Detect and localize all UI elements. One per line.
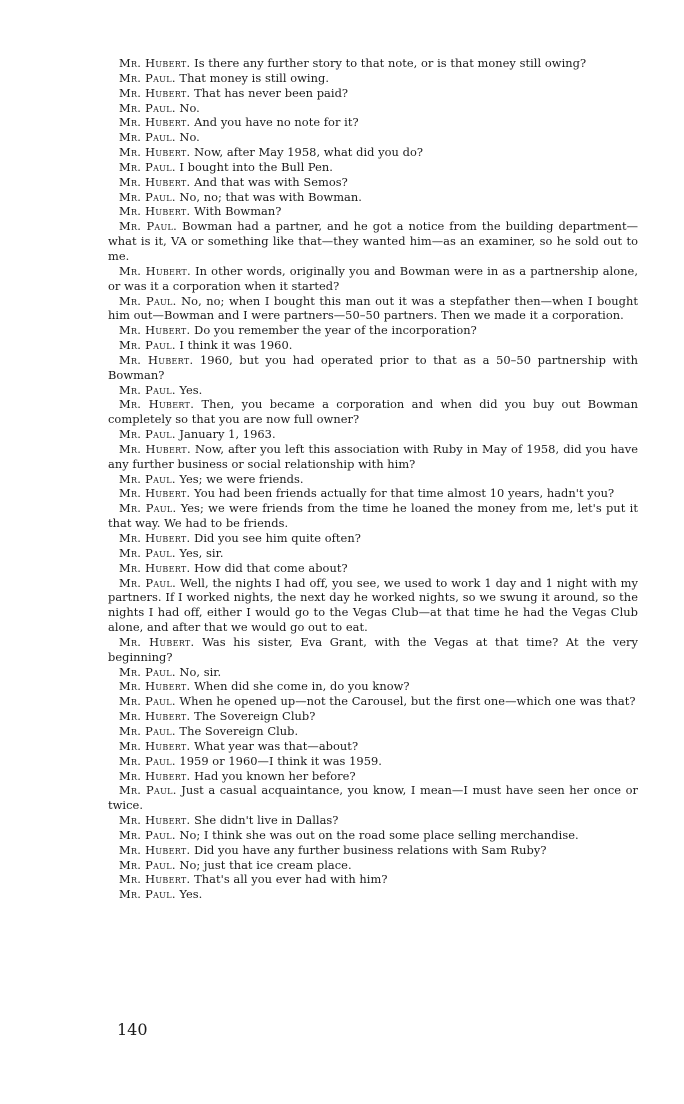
speaker-label: Mr. Hubert. <box>119 441 191 456</box>
testimony-text: Now, after May 1958, what did you do? <box>194 145 424 160</box>
speaker-label: Mr. Hubert. <box>119 560 191 575</box>
speaker-label: Mr. Hubert. <box>119 486 191 501</box>
testimony-paragraph <box>108 86 638 101</box>
testimony-paragraph <box>108 754 638 769</box>
testimony-paragraph <box>108 486 638 501</box>
speaker-label: Mr. Paul. <box>119 70 176 85</box>
page-number: 140 <box>117 1020 148 1039</box>
testimony-text: The Sovereign Club. <box>179 723 299 738</box>
speaker-label: Mr. Hubert. <box>119 115 191 130</box>
speaker-label: Mr. Hubert. <box>119 768 191 783</box>
testimony-paragraph <box>108 427 638 442</box>
testimony-text: No; just that ice cream place. <box>179 857 352 872</box>
testimony-text: You had been friends actually for that time almost 10 years, hadn't you? <box>194 486 615 501</box>
testimony-text: No. <box>179 130 200 145</box>
testimony-paragraph <box>108 694 638 709</box>
speaker-label: Mr. Paul. <box>119 338 176 353</box>
testimony-text: That's all you ever had with him? <box>194 872 388 887</box>
speaker-label: Mr. Hubert. <box>119 204 191 219</box>
speaker-label: Mr. Paul. <box>119 545 176 560</box>
speaker-label: Mr. Paul. <box>119 293 177 308</box>
speaker-label: Mr. Paul. <box>119 501 177 516</box>
speaker-label: Mr. Paul. <box>119 219 178 234</box>
testimony-paragraph <box>108 71 638 86</box>
speaker-label: Mr. Paul. <box>119 427 176 442</box>
testimony-text: Did you have any further business relations with Sam Ruby? <box>194 842 547 857</box>
testimony-text: January 1, 1963. <box>179 427 276 442</box>
testimony-paragraph <box>108 264 638 294</box>
testimony-text: Do you remember the year of the incorporation? <box>194 323 477 338</box>
testimony-paragraph <box>108 872 638 887</box>
speaker-label: Mr. Hubert. <box>119 174 191 189</box>
speaker-label: Mr. Hubert. <box>119 709 191 724</box>
testimony-text: When he opened up—not the Carousel, but the first one—which one was that? <box>179 694 636 709</box>
testimony-text: 1959 or 1960—I think it was 1959. <box>179 753 382 768</box>
speaker-label: Mr. Paul. <box>119 827 176 842</box>
testimony-text: The Sovereign Club? <box>194 709 316 724</box>
testimony-text: And that was with Semos? <box>194 174 348 189</box>
speaker-label: Mr. Paul. <box>119 783 177 798</box>
testimony-text: No, no; when I bought this man out it was a stepfather then—when I bought him out—Bowman and I were partners—50–50 partners. Then we made it a corporation. <box>108 293 639 323</box>
speaker-label: Mr. Hubert. <box>119 397 195 412</box>
testimony-text: Yes. <box>179 887 203 902</box>
speaker-label: Mr. Hubert. <box>119 842 191 857</box>
testimony-text: Yes; we were friends from the time he loaned the money from me, let's put it that way. We had to be friends. <box>108 501 638 531</box>
testimony-paragraph <box>108 709 638 724</box>
testimony-text: I bought into the Bull Pen. <box>179 159 333 174</box>
testimony-text: Is there any further story to that note, or is that money still owing? <box>194 56 587 70</box>
testimony-text: When did she come in, do you know? <box>194 679 410 694</box>
testimony-paragraph <box>108 145 638 160</box>
speaker-label: Mr. Paul. <box>119 382 176 397</box>
speaker-label: Mr. Hubert. <box>119 263 191 278</box>
speaker-label: Mr. Hubert. <box>119 85 191 100</box>
testimony-paragraph <box>108 501 638 531</box>
testimony-text: That has never been paid? <box>194 85 349 100</box>
testimony-paragraph <box>108 561 638 576</box>
testimony-paragraph <box>108 323 638 338</box>
testimony-paragraph <box>108 130 638 145</box>
speaker-label: Mr. Hubert. <box>119 813 191 828</box>
transcript-body <box>108 56 638 902</box>
testimony-paragraph <box>108 101 638 116</box>
testimony-text: And you have no note for it? <box>194 115 359 130</box>
testimony-text: How did that come about? <box>194 560 348 575</box>
speaker-label: Mr. Hubert. <box>119 531 191 545</box>
testimony-paragraph <box>108 739 638 754</box>
testimony-paragraph <box>108 576 638 635</box>
testimony-paragraph <box>108 56 638 71</box>
testimony-paragraph <box>108 679 638 694</box>
testimony-paragraph <box>108 635 638 665</box>
testimony-paragraph <box>108 442 638 472</box>
testimony-text: Had you known her before? <box>194 768 356 783</box>
testimony-text: No; I think she was out on the road some place selling merchandise. <box>179 827 579 842</box>
testimony-paragraph <box>108 190 638 205</box>
speaker-label: Mr. Hubert. <box>119 634 195 649</box>
speaker-label: Mr. Hubert. <box>119 145 191 160</box>
testimony-text: Just a casual acquaintance, you know, I mean—I must have seen her once or twice. <box>108 783 639 813</box>
testimony-paragraph <box>108 887 638 902</box>
testimony-text: Yes. <box>179 382 203 397</box>
testimony-paragraph <box>108 338 638 353</box>
testimony-paragraph <box>108 175 638 190</box>
testimony-paragraph <box>108 472 638 487</box>
testimony-text: In other words, originally you and Bowman were in as a partnership alone, or was it a corporation when it started? <box>108 263 638 293</box>
testimony-text: That money is still owing. <box>179 70 330 85</box>
testimony-paragraph <box>108 546 638 561</box>
testimony-paragraph <box>108 115 638 130</box>
testimony-text: No. <box>179 100 200 115</box>
speaker-label: Mr. Paul. <box>119 887 176 902</box>
testimony-text: She didn't live in Dallas? <box>194 813 339 828</box>
speaker-label: Mr. Hubert. <box>119 679 191 694</box>
speaker-label: Mr. Paul. <box>119 694 176 709</box>
testimony-text: Bowman had a partner, and he got a notice from the building department—what is it, VA or something like that—they wanted him—as an examiner, so he sold out to me. <box>108 219 639 263</box>
testimony-text: Well, the nights I had off, you see, we used to work 1 day and 1 night with my partners. If I worked nights, the next day he worked nights, so we swung it around, so the nights I had off, either I would go to the Vegas Club—at that time he had the Vegas Club alone, and after that we would go out to eat. <box>108 575 639 635</box>
testimony-paragraph <box>108 160 638 175</box>
testimony-text: No, sir. <box>179 664 222 679</box>
testimony-text: I think it was 1960. <box>179 338 293 353</box>
testimony-text: With Bowman? <box>194 204 282 219</box>
testimony-text: No, no; that was with Bowman. <box>179 189 362 204</box>
testimony-paragraph <box>108 383 638 398</box>
testimony-text: Now, after you left this association with Ruby in May of 1958, did you have any further business or social relationship with him? <box>108 441 639 471</box>
testimony-paragraph <box>108 828 638 843</box>
speaker-label: Mr. Paul. <box>119 100 176 115</box>
testimony-paragraph <box>108 724 638 739</box>
speaker-label: Mr. Paul. <box>119 753 176 768</box>
testimony-paragraph <box>108 531 638 546</box>
testimony-text: Yes; we were friends. <box>179 471 304 486</box>
speaker-label: Mr. Hubert. <box>119 56 191 70</box>
testimony-text: Was his sister, Eva Grant, with the Vegas at that time? At the very beginning? <box>108 634 638 664</box>
testimony-text: Then, you became a corporation and when did you buy out Bowman completely so that you are now full owner? <box>108 397 639 427</box>
speaker-label: Mr. Paul. <box>119 575 177 590</box>
testimony-text: What year was that—about? <box>194 738 359 753</box>
testimony-paragraph <box>108 813 638 828</box>
speaker-label: Mr. Paul. <box>119 189 176 204</box>
speaker-label: Mr. Hubert. <box>119 323 191 338</box>
speaker-label: Mr. Paul. <box>119 159 176 174</box>
speaker-label: Mr. Paul. <box>119 471 176 486</box>
testimony-paragraph <box>108 858 638 873</box>
testimony-paragraph <box>108 219 638 264</box>
speaker-label: Mr. Hubert. <box>119 352 194 367</box>
speaker-label: Mr. Paul. <box>119 130 176 145</box>
testimony-paragraph <box>108 665 638 680</box>
speaker-label: Mr. Paul. <box>119 723 176 738</box>
testimony-paragraph <box>108 769 638 784</box>
testimony-text: 1960, but you had operated prior to that as a 50–50 partnership with Bowman? <box>108 352 638 382</box>
speaker-label: Mr. Paul. <box>119 664 176 679</box>
testimony-paragraph <box>108 783 638 813</box>
speaker-label: Mr. Hubert. <box>119 872 191 887</box>
testimony-paragraph <box>108 204 638 219</box>
testimony-paragraph <box>108 353 638 383</box>
testimony-paragraph <box>108 843 638 858</box>
speaker-label: Mr. Paul. <box>119 857 176 872</box>
testimony-text: Yes, sir. <box>179 545 224 560</box>
speaker-label: Mr. Hubert. <box>119 738 191 753</box>
testimony-paragraph <box>108 397 638 427</box>
testimony-text: Did you see him quite often? <box>194 531 361 545</box>
testimony-paragraph <box>108 294 638 324</box>
